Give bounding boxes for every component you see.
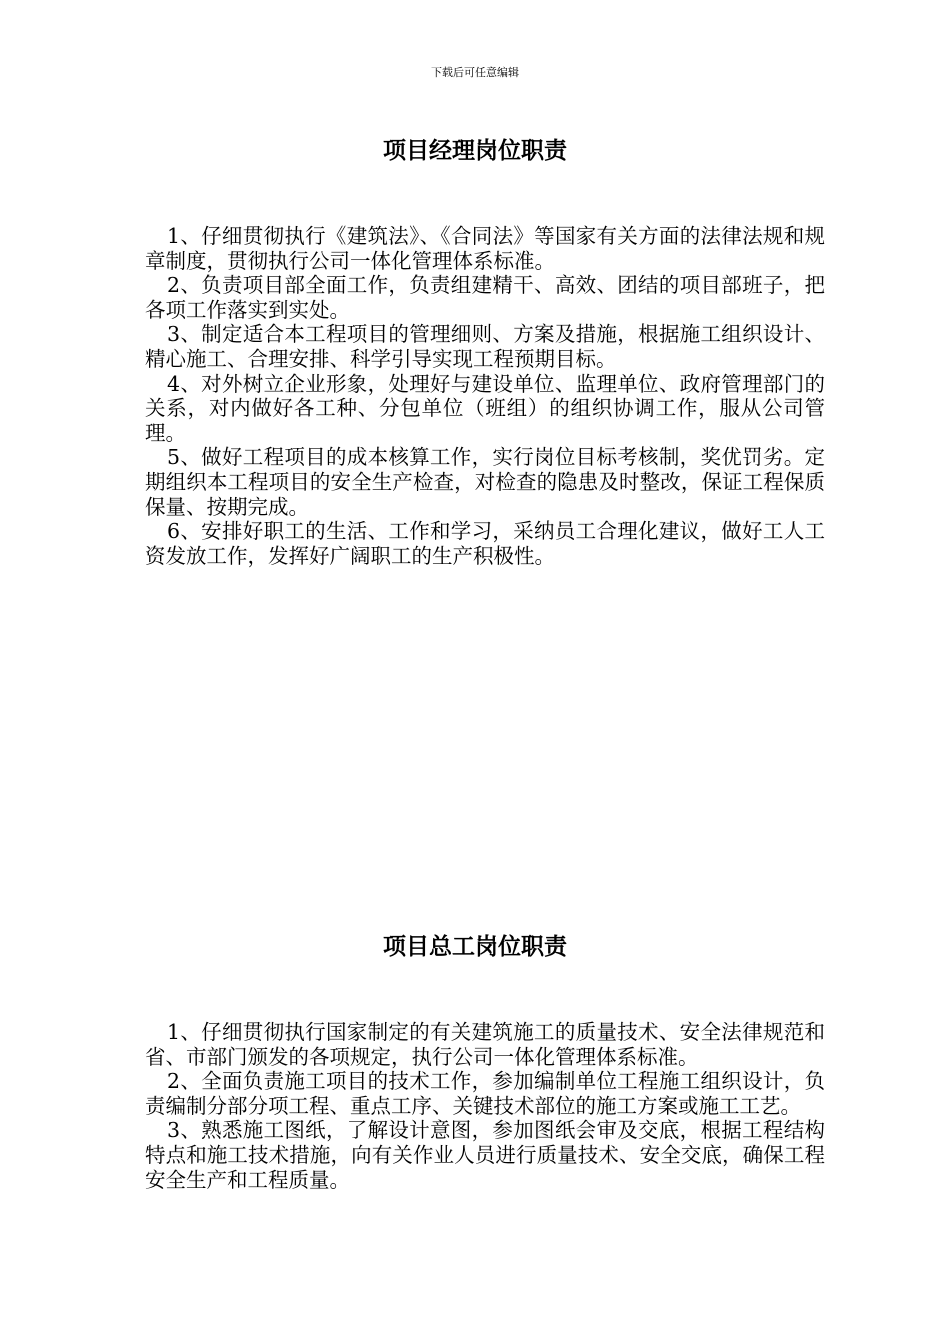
paragraph-item: 2、全面负责施工项目的技术工作，参加编制单位工程施工组织设计，负责编制分部分项工程、重点工序、关键技术部位的施工方案或施工工艺。	[145, 1069, 825, 1118]
paragraph-item: 6、安排好职工的生活、工作和学习，采纳员工合理化建议，做好工人工资发放工作，发挥好广阔职工的生产积极性。	[145, 519, 825, 568]
paragraph-item: 4、对外树立企业形象，处理好与建设单位、监理单位、政府管理部门的关系，对内做好各工种、分包单位（班组）的组织协调工作，服从公司管理。	[145, 371, 825, 445]
paragraph-item: 3、熟悉施工图纸，了解设计意图，参加图纸会审及交底，根据工程结构特点和施工技术措施，向有关作业人员进行质量技术、安全交底，确保工程安全生产和工程质量。	[145, 1118, 825, 1192]
paragraph-item: 5、做好工程项目的成本核算工作，实行岗位目标考核制，奖优罚劣。定期组织本工程项目的安全生产检查，对检查的隐患及时整改，保证工程保质保量、按期完成。	[145, 445, 825, 519]
section-body-project-manager	[145, 224, 825, 568]
header-note: 下载后可任意编辑	[431, 66, 519, 79]
section-body-chief-engineer	[145, 1020, 825, 1192]
paragraph-item: 2、负责项目部全面工作，负责组建精干、高效、团结的项目部班子，把各项工作落实到实处。	[145, 273, 825, 322]
paragraph-item: 3、制定适合本工程项目的管理细则、方案及措施，根据施工组织设计、精心施工、合理安排、科学引导实现工程预期目标。	[145, 322, 825, 371]
paragraph-item: 1、仔细贯彻执行国家制定的有关建筑施工的质量技术、安全法律规范和省、市部门颁发的各项规定，执行公司一体化管理体系标准。	[145, 1020, 825, 1069]
paragraph-item: 1、仔细贯彻执行《建筑法》、《合同法》等国家有关方面的法律法规和规章制度，贯彻执行公司一体化管理体系标准。	[145, 224, 825, 273]
section-title-chief-engineer: 项目总工岗位职责	[383, 934, 567, 960]
section-title-project-manager: 项目经理岗位职责	[383, 138, 567, 164]
